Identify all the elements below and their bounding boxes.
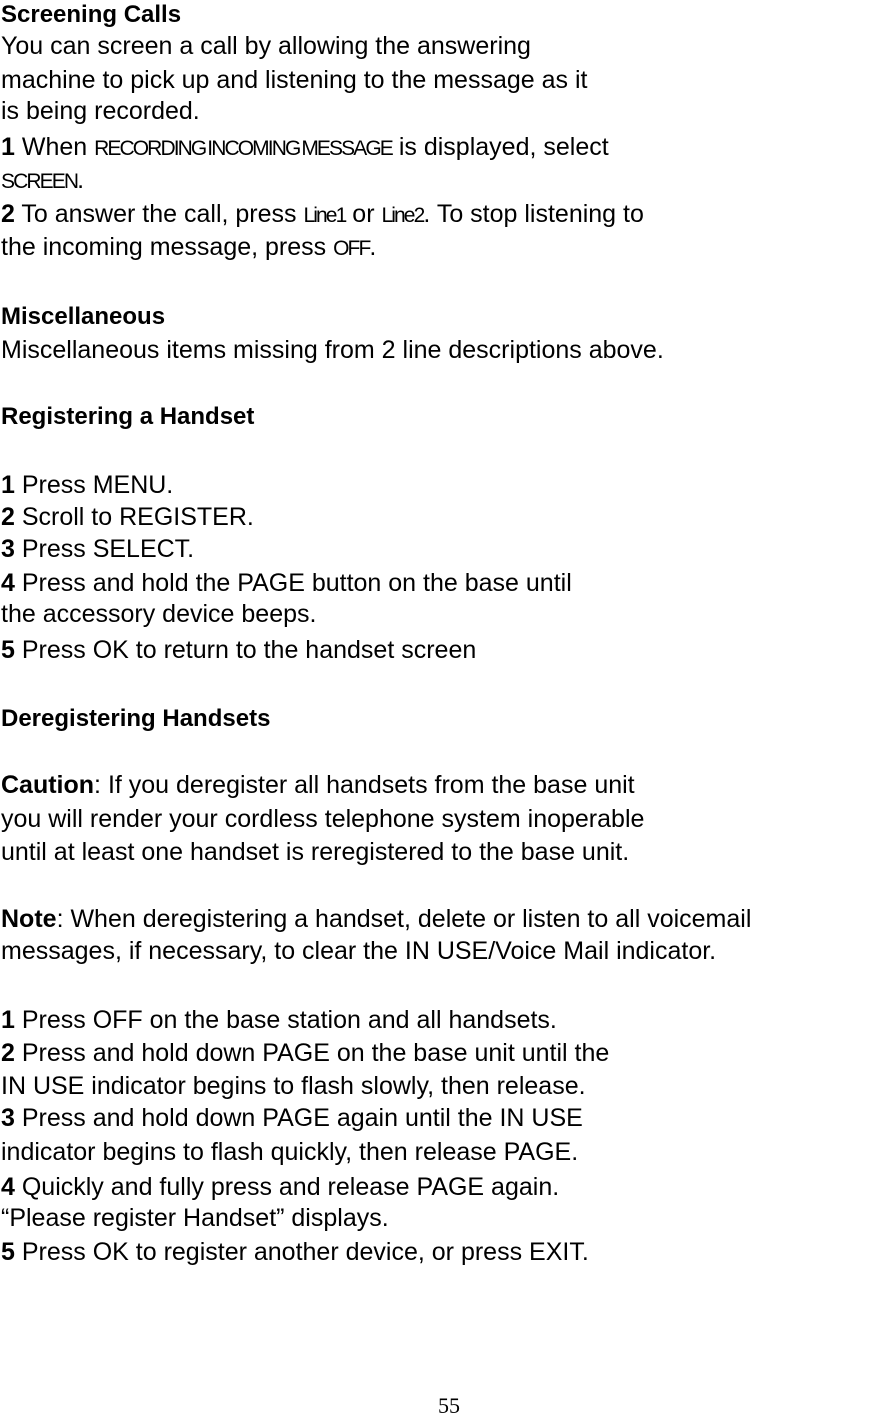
text-span: Press and hold down PAGE again until the IN USE: [14, 1104, 583, 1132]
display-text: Line1: [303, 204, 346, 227]
text-line: [1, 837, 629, 867]
text-line: [1, 1172, 559, 1202]
emphasis-text: 2: [1, 1039, 15, 1067]
text-span: Press SELECT.: [14, 535, 195, 563]
text-span: Press OFF on the base station and all handsets.: [14, 1006, 557, 1034]
text-line: [1, 1103, 583, 1133]
text-span: or: [345, 200, 382, 228]
section-heading: [1, 301, 165, 332]
text-span: Miscellaneous: [1, 303, 166, 330]
text-span: the incoming message, press: [1, 233, 334, 261]
text-span: Quickly and fully press and release PAGE again.: [14, 1173, 560, 1201]
text-line: [1, 1203, 389, 1233]
text-line: [1, 1137, 578, 1167]
text-span: : When deregistering a handset, delete or listen to all voicemail: [56, 905, 752, 933]
text-span: Registering a Handset: [1, 403, 255, 430]
text-span: IN USE indicator begins to flash slowly, then release.: [1, 1072, 586, 1100]
section-heading: [1, 0, 181, 30]
emphasis-text: 1: [1, 1006, 15, 1034]
text-span: messages, if necessary, to clear the IN USE/Voice Mail indicator.: [1, 937, 717, 965]
section-heading: [1, 703, 270, 734]
emphasis-text: Note: [1, 905, 57, 933]
text-line: [1, 770, 635, 800]
emphasis-text: 5: [1, 1238, 15, 1266]
text-span: Press and hold down PAGE on the base unit until the: [14, 1039, 610, 1067]
text-span: Miscellaneous items missing from 2 line descriptions above.: [1, 336, 664, 364]
text-line: [1, 232, 376, 264]
emphasis-text: 4: [1, 1173, 15, 1201]
section-heading: [1, 401, 254, 432]
text-span: indicator begins to flash quickly, then release PAGE.: [1, 1138, 579, 1166]
page-number: 55: [438, 1393, 460, 1418]
text-line: [1, 904, 751, 934]
text-span: Screening Calls: [1, 1, 182, 28]
text-line: [1, 65, 587, 95]
display-text: SCREEN: [1, 170, 78, 193]
text-line: [1, 599, 316, 629]
emphasis-text: 1: [1, 133, 15, 161]
text-span: you will render your cordless telephone system inoperable: [1, 805, 645, 833]
emphasis-text: 2: [1, 503, 15, 531]
text-span: “Please register Handset” displays.: [1, 1204, 389, 1232]
text-line: [1, 1005, 557, 1035]
emphasis-text: 1: [1, 471, 15, 499]
text-line: [1, 534, 194, 564]
text-span: Press MENU.: [14, 471, 174, 499]
display-text: RECORDING INCOMING MESSAGE: [94, 137, 392, 160]
text-span: .: [369, 233, 377, 261]
text-line: [1, 199, 644, 231]
text-span: Scroll to REGISTER.: [14, 503, 254, 531]
emphasis-text: 5: [1, 636, 15, 664]
text-span: until at least one handset is reregistered to the base unit.: [1, 838, 630, 866]
text-line: [1, 1237, 589, 1267]
text-span: machine to pick up and listening to the message as it: [1, 66, 588, 94]
text-span: Press OK to register another device, or press EXIT.: [14, 1238, 589, 1266]
text-span: . To stop listening to: [423, 200, 644, 228]
display-text: OFF: [333, 237, 370, 260]
emphasis-text: 2: [1, 200, 15, 228]
display-text: Line2: [381, 204, 424, 227]
text-line: [1, 936, 716, 966]
text-span: : If you deregister all handsets from the base unit: [94, 771, 635, 799]
text-line: [1, 31, 531, 61]
text-line: [1, 1071, 586, 1101]
text-line: [1, 335, 664, 365]
text-span: .: [77, 166, 85, 194]
text-span: Press and hold the PAGE button on the base until: [14, 569, 572, 597]
text-line: [1, 470, 173, 500]
text-span: Deregistering Handsets: [1, 705, 271, 732]
text-line: [1, 804, 644, 834]
emphasis-text: 3: [1, 535, 15, 563]
text-line: [1, 635, 476, 665]
text-line: [1, 568, 572, 598]
text-line: [1, 502, 254, 532]
text-span: To answer the call, press: [14, 200, 304, 228]
text-span: is being recorded.: [1, 97, 200, 125]
text-line: [1, 96, 200, 126]
text-span: You can screen a call by allowing the answering: [1, 32, 531, 60]
text-span: When: [14, 133, 95, 161]
text-line: [1, 1038, 609, 1068]
emphasis-text: 3: [1, 1104, 15, 1132]
emphasis-text: Caution: [1, 771, 95, 799]
text-line: [1, 165, 84, 197]
text-span: the accessory device beeps.: [1, 600, 317, 628]
text-span: Press OK to return to the handset screen: [14, 636, 477, 664]
text-line: [1, 132, 609, 164]
text-span: is displayed, select: [391, 133, 609, 161]
emphasis-text: 4: [1, 569, 15, 597]
